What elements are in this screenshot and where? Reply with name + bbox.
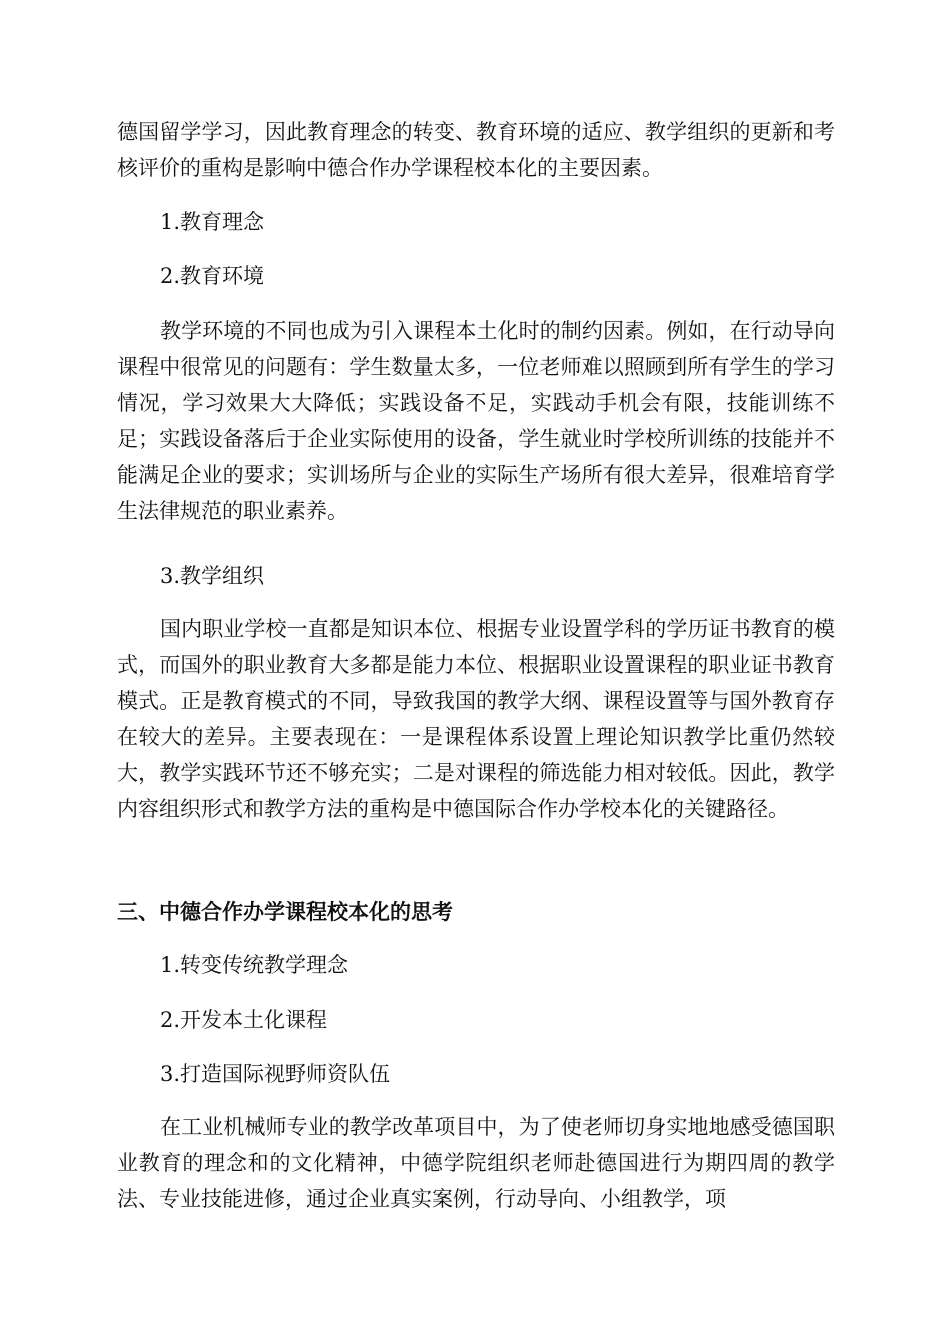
list-item-change-concept: 1.转变传统教学理念 <box>160 953 349 977</box>
list-item-international-faculty: 3.打造国际视野师资队伍 <box>160 1062 391 1086</box>
section-heading: 三、中德合作办学课程校本化的思考 <box>117 899 453 924</box>
paragraph-1: 德国留学学习，因此教育理念的转变、教育环境的适应、教学组织的更新和考核评价的重构是影响中德合作办学课程校本化的主要因素。 <box>117 120 835 180</box>
paragraph-4: 在工业机械师专业的教学改革项目中，为了使老师切身实地地感受德国职业教育的理念和的文化精神，中德学院组织老师赴德国进行为期四周的教学法、专业技能进修，通过企业真实案例，行动导向、小组教学，项 <box>117 1115 835 1211</box>
paragraph-2: 教学环境的不同也成为引入课程本土化时的制约因素。例如，在行动导向课程中很常见的问题有：学生数量太多，一位老师难以照顾到所有学生的学习情况，学习效果大大降低；实践设备不足，实践动手机会有限，技能训练不足；实践设备落后于企业实际使用的设备，学生就业时学校所训练的技能并不能满足企业的要求；实训场所与企业的实际生产场所有很大差异，很难培育学生法律规范的职业素养。 <box>117 319 835 523</box>
list-item-teaching-organization: 3.教学组织 <box>160 564 265 588</box>
list-item-education-environment: 2.教育环境 <box>160 264 265 288</box>
list-item-education-concept: 1.教育理念 <box>160 210 265 234</box>
paragraph-3: 国内职业学校一直都是知识本位、根据专业设置学科的学历证书教育的模式，而国外的职业教育大多都是能力本位、根据职业设置课程的职业证书教育模式。正是教育模式的不同，导致我国的教学大纲、课程设置等与国外教育存在较大的差异。主要表现在：一是课程体系设置上理论知识教学比重仍然较大，教学实践环节还不够充实；二是对课程的筛选能力相对较低。因此，教学内容组织形式和教学方法的重构是中德国际合作办学校本化的关键路径。 <box>117 617 835 821</box>
list-item-localized-courses: 2.开发本土化课程 <box>160 1008 328 1032</box>
